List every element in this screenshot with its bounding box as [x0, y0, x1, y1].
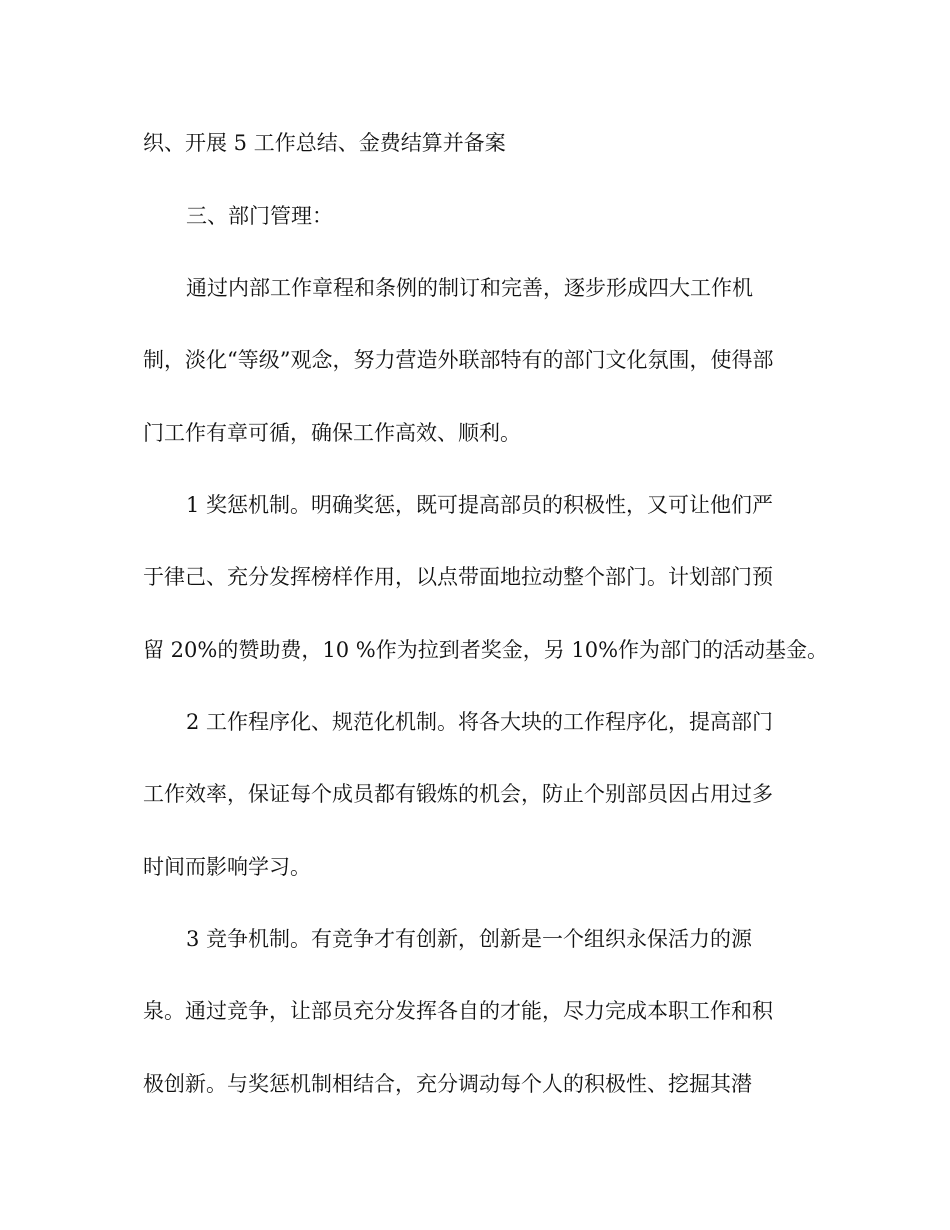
text-line-1: 织、开展 5 工作总结、金费结算并备案 — [143, 131, 506, 155]
text-line-4: 制，淡化“等级”观念，努力营造外联部特有的部门文化氛围，使得部 — [143, 348, 774, 372]
text-line-5: 门工作有章可循，确保工作高效、顺利。 — [143, 421, 521, 445]
text-line-7: 于律己、充分发挥榜样作用，以点带面地拉动整个部门。计划部门预 — [143, 565, 773, 589]
text-line-11: 时间而影响学习。 — [143, 855, 311, 879]
text-line-10: 工作效率，保证每个成员都有锻炼的机会，防止个别部员因占用过多 — [143, 782, 773, 806]
text-line-3: 通过内部工作章程和条例的制订和完善，逐步形成四大工作机 — [186, 276, 753, 300]
text-line-12: 3 竞争机制。有竞争才有创新，创新是一个组织永保活力的源 — [186, 927, 753, 951]
text-line-13: 泉。通过竞争，让部员充分发挥各自的才能，尽力完成本职工作和积 — [143, 999, 773, 1023]
text-line-9: 2 工作程序化、规范化机制。将各大块的工作程序化，提高部门 — [186, 710, 774, 734]
text-line-8: 留 20%的赞助费，10 %作为拉到者奖金，另 10%作为部门的活动基金。 — [143, 638, 829, 662]
text-line-6: 1 奖惩机制。明确奖惩，既可提高部员的积极性，又可让他们严 — [186, 493, 774, 517]
text-line-14: 极创新。与奖惩机制相结合，充分调动每个人的积极性、挖掘其潜 — [143, 1072, 752, 1096]
section-heading: 三、部门管理： — [186, 204, 333, 228]
